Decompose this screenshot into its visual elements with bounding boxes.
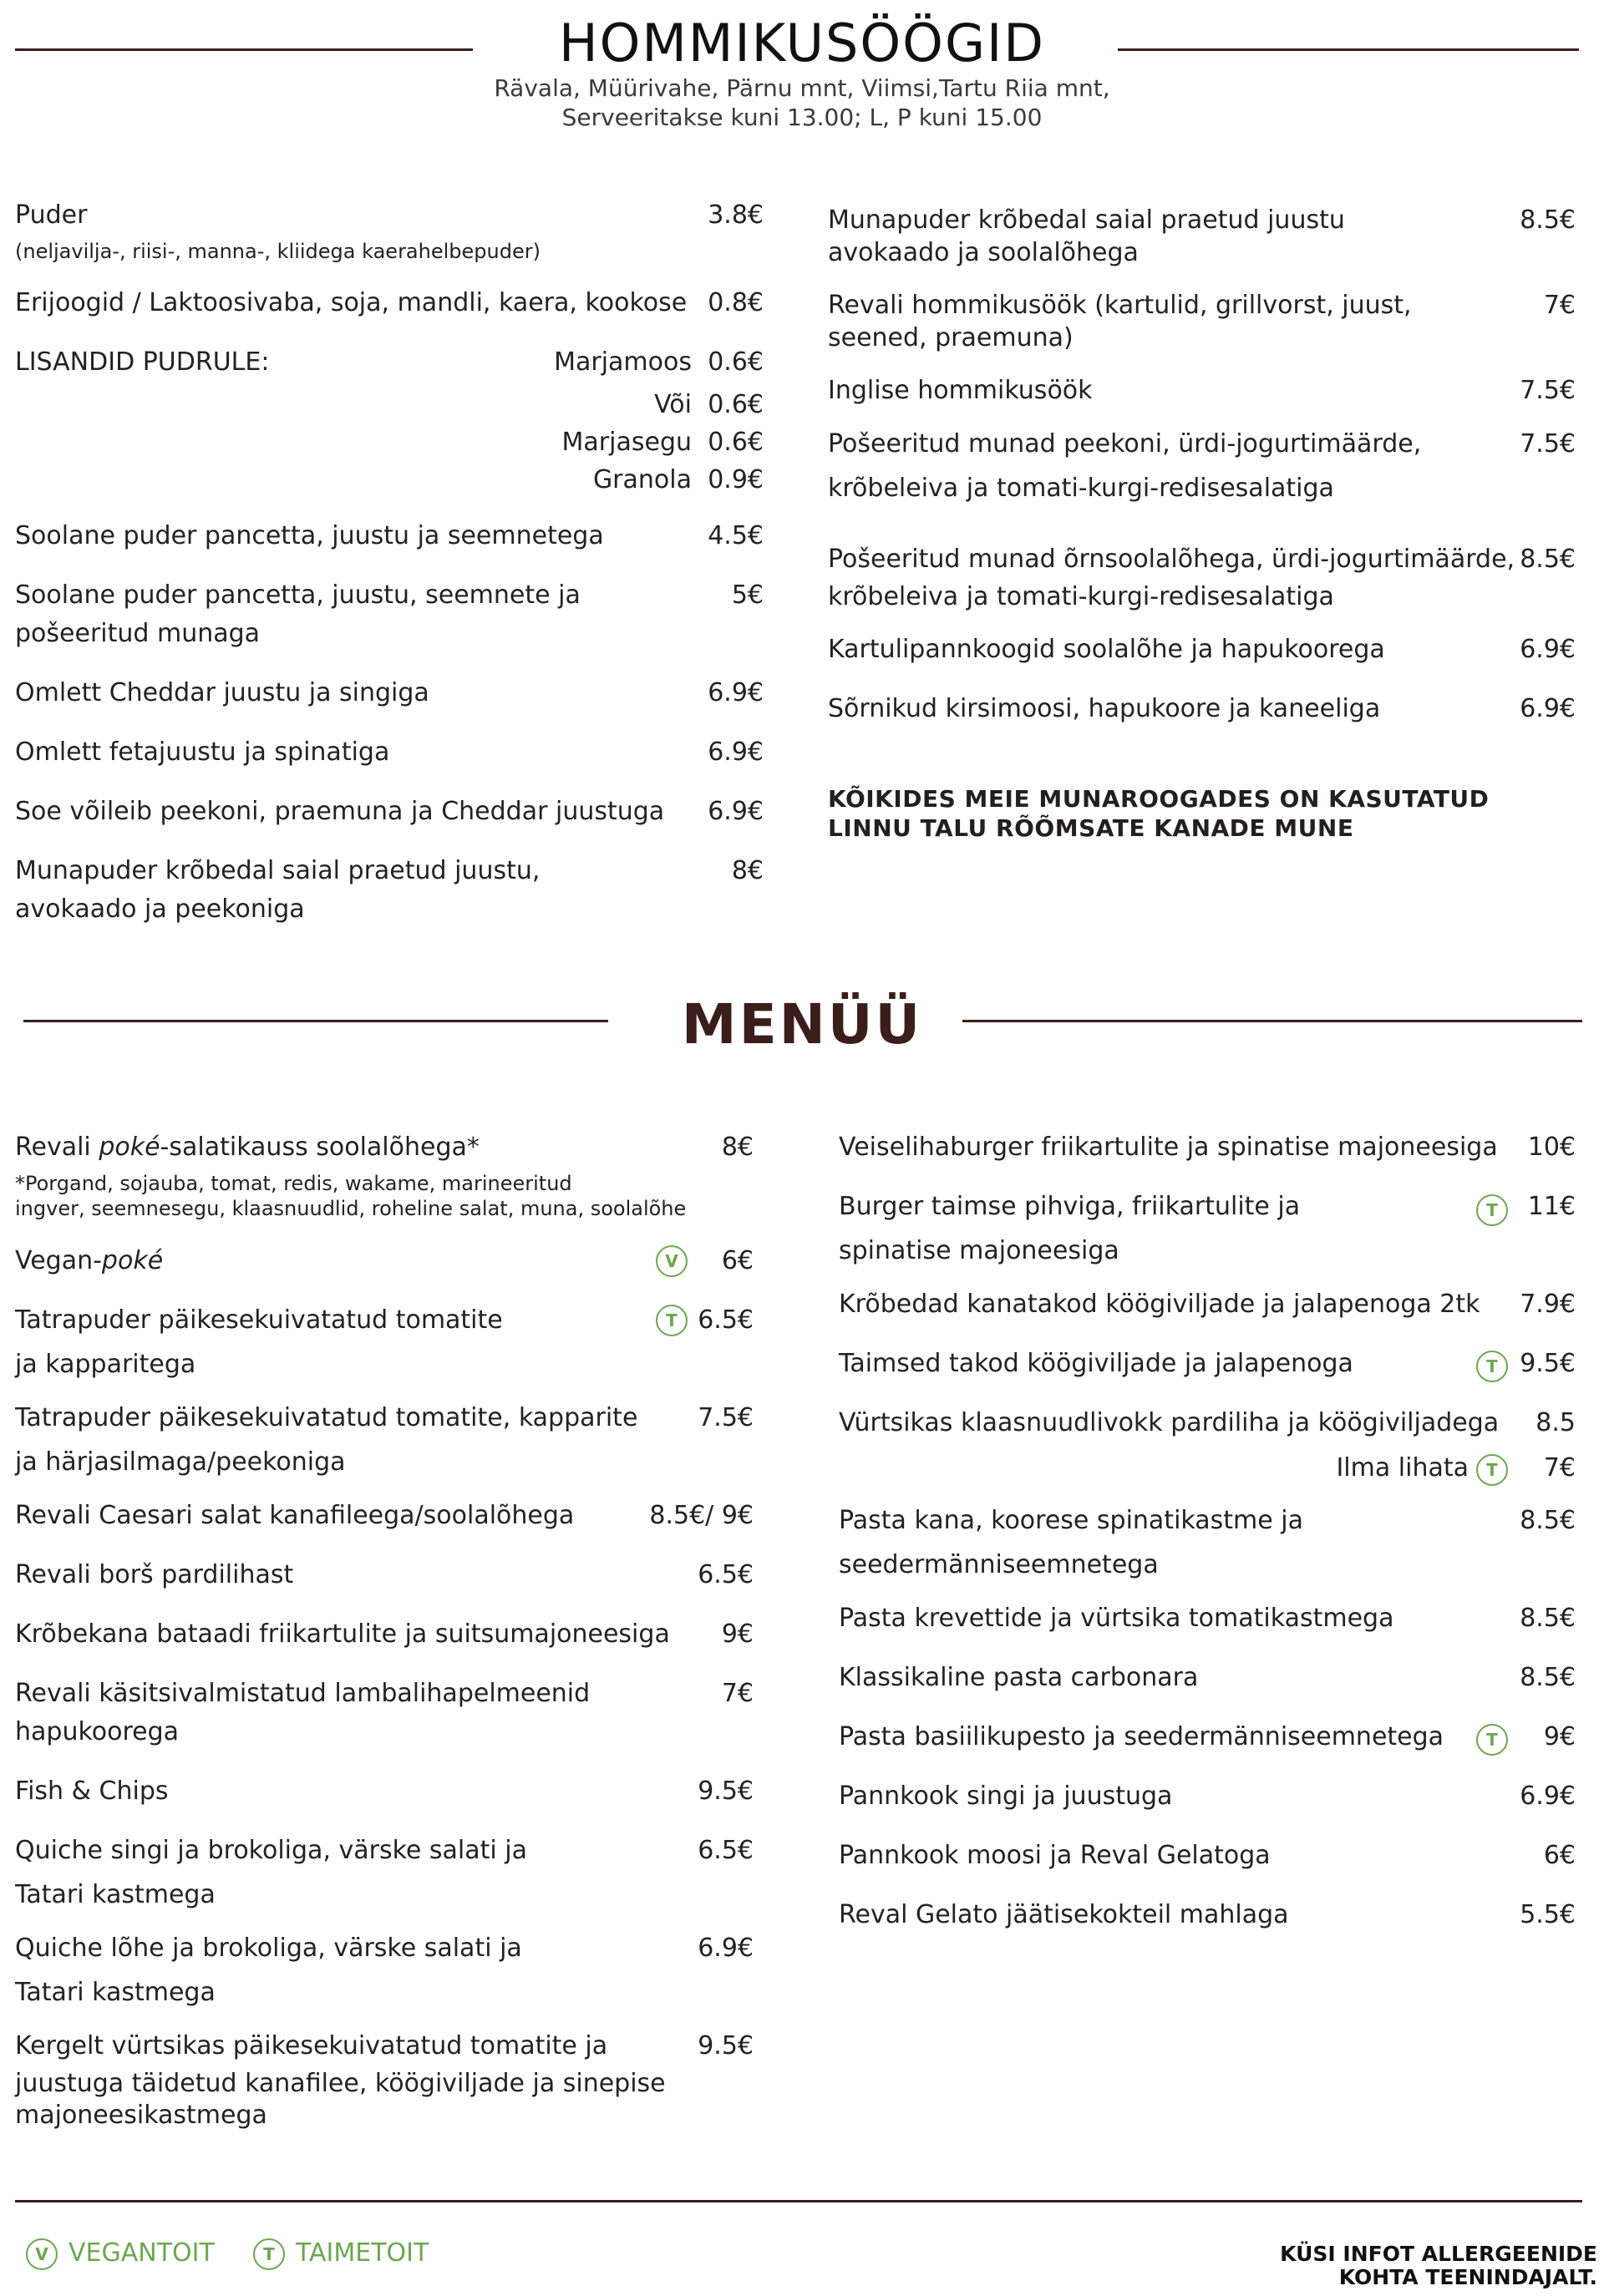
menu-right-item-name-line2: seedermänniseemnetega — [839, 1550, 1159, 1579]
menu-title: MENÜÜ — [681, 992, 923, 1057]
vegan-poke-prefix: Vegan- — [15, 1246, 102, 1275]
menu-left-item-price: 6.5€ — [698, 1305, 754, 1335]
addons-label: LISANDID PUDRULE: — [15, 347, 270, 377]
bf-right-item-name: Pošeeritud munad peekoni, ürdi-jogurtimäärde, — [828, 429, 1422, 459]
addon-price: 0.6€ — [708, 390, 764, 419]
allergy-notice-line2: KOHTA TEENINDAJALT. — [1338, 2265, 1597, 2289]
addon-name: Marjasegu — [561, 428, 692, 457]
menu-left-item-name: Revali Caesari salat kanafileega/soolalõhega — [15, 1501, 575, 1530]
menu-right-item-price: 8.5 — [1535, 1408, 1576, 1437]
plant-badge-icon: T — [1476, 1724, 1508, 1756]
menu-right-item-price: 11€ — [1527, 1192, 1576, 1221]
menu-left-item-name-line2: Tatari kastmega — [15, 1880, 216, 1909]
menu-right-item-name: Pasta krevettide ja vürtsika tomatikastmega — [839, 1604, 1394, 1633]
menu-left-item-name: Tatrapuder päikesekuivatatud tomatite, kapparite — [15, 1403, 638, 1432]
bf-right-item-price: 7.5€ — [1520, 376, 1576, 405]
addon-price: 0.6€ — [708, 347, 764, 377]
poke-name — [15, 1129, 480, 1166]
menu-left-item-price: 9.5€ — [698, 1776, 754, 1806]
menu-right-item-price: 8.5€ — [1520, 1506, 1576, 1535]
menu-right-item-price: 8.5€ — [1520, 1663, 1576, 1692]
menu-left-item-name: Krõbekana bataadi friikartulite ja suitsumajoneesiga — [15, 1619, 670, 1649]
breakfast-hours: Serveeritakse kuni 13.00; L, P kuni 15.00 — [561, 104, 1043, 131]
bf-left-item-price: 6.9€ — [708, 797, 764, 826]
menu-right-item-price: 8.5€ — [1520, 1604, 1576, 1633]
bf-right-item-name: Sõrnikud kirsimoosi, hapukoore ja kaneeliga — [828, 694, 1381, 723]
addon-name: Marjamoos — [554, 347, 692, 377]
menu-right-item-price: 6.9€ — [1520, 1782, 1576, 1811]
bf-right-item-name: Inglise hommikusöök — [828, 376, 1093, 405]
bf-left-item-name: Omlett fetajuustu ja spinatiga — [15, 737, 390, 767]
poke-italic: poké — [99, 1133, 160, 1162]
poke-price: 8€ — [721, 1133, 754, 1162]
poke-prefix: Revali — [15, 1133, 99, 1162]
bf-left-item-name: Munapuder krõbedal saial praetud juustu, — [15, 856, 541, 885]
plant-badge-icon: T — [656, 1305, 688, 1336]
addon-name: Granola — [592, 465, 692, 494]
poke-suffix: -salatikauss soolalõhega* — [160, 1133, 480, 1162]
menu-left-item-name: Quiche lõhe ja brokoliga, värske salati ja — [15, 1934, 522, 1963]
bf-left-item-name-line2: avokaado ja peekoniga — [15, 895, 305, 924]
poke-note-line2: ingver, seemnesegu, klaasnuudlid, roheline salat, muna, soolalõhe — [15, 1197, 687, 1220]
bf-right-item-price: 8.5€ — [1520, 205, 1576, 235]
menu-left-item-name-line2: juustuga täidetud kanafilee, köögiviljade ja sinepise — [15, 2069, 666, 2098]
footer-rule — [15, 2200, 1582, 2202]
menu-right-variant-name: Ilma lihata — [1336, 1453, 1469, 1483]
allergy-notice-line1: KÜSI INFOT ALLERGEENIDE — [1280, 2242, 1597, 2266]
bf-left-item-name: Soolane puder pancetta, juustu, seemnete ja — [15, 580, 581, 610]
menu-left-item-name-line2: ja härjasilmaga/peekoniga — [15, 1447, 346, 1477]
menu-left-item-price: 6.5€ — [698, 1836, 754, 1865]
vegan-badge-icon: V — [656, 1245, 688, 1277]
bf-left-item-price: 5€ — [731, 580, 764, 610]
menu-right-item-name-line2: spinatise majoneesiga — [839, 1236, 1119, 1265]
bf-right-item-price: 6.9€ — [1520, 694, 1576, 723]
menu-right-item-price: 10€ — [1527, 1133, 1576, 1162]
vegan-poke-price: 6€ — [721, 1246, 754, 1275]
bf-right-item-name-line2: krõbeleiva ja tomati-kurgi-redisesalatiga — [828, 474, 1334, 503]
bf-right-item-name: Munapuder krõbedal saial praetud juustu — [828, 205, 1345, 235]
menu-left-item-name: Revali borš pardilihast — [15, 1560, 294, 1589]
eggs-notice-line2: LINNU TALU RÕÕMSATE KANADE MUNE — [828, 814, 1354, 842]
menu-right-item-name: Burger taimse pihviga, friikartulite ja — [839, 1192, 1301, 1221]
puder-name: Puder — [15, 200, 88, 230]
menu-right-item-name: Pannkook moosi ja Reval Gelatoga — [839, 1841, 1271, 1870]
bf-right-item-price: 7.5€ — [1520, 429, 1576, 459]
bf-right-item-price: 6.9€ — [1520, 635, 1576, 664]
puder-note: (neljavilja-, riisi-, manna-, kliidega kaerahelbepuder) — [15, 240, 541, 263]
bf-right-item-name: Kartulipannkoogid soolalõhe ja hapukoorega — [828, 635, 1385, 664]
menu-right-item-name: Reval Gelato jäätisekokteil mahlaga — [839, 1900, 1289, 1929]
bf-right-item-name-line2: avokaado ja soolalõhega — [828, 238, 1139, 267]
milks-name: Erijoogid / Laktoosivaba, soja, mandli, kaera, kookose — [15, 288, 688, 317]
vegan-legend-label: VEGANTOIT — [69, 2238, 215, 2268]
menu-left-item-price: 7€ — [721, 1679, 754, 1708]
menu-left-item-name: Revali käsitsivalmistatud lambalihapelmeenid — [15, 1679, 591, 1708]
menu-right-item-name: Vürtsikas klaasnuudlivokk pardiliha ja köögiviljadega — [839, 1408, 1500, 1437]
menu-left-item-price: 9€ — [721, 1619, 754, 1649]
plant-badge-icon: T — [1476, 1454, 1508, 1486]
bf-left-item-name: Soe võileib peekoni, praemuna ja Cheddar juustuga — [15, 797, 665, 826]
menu-left-item-name: Quiche singi ja brokoliga, värske salati ja — [15, 1836, 527, 1865]
menu-left-item-name: Tatrapuder päikesekuivatatud tomatite — [15, 1305, 503, 1335]
menu-left-item-name-line2: hapukoorega — [15, 1717, 180, 1746]
milks-price: 0.8€ — [708, 288, 764, 317]
menu-right-item-price: 5.5€ — [1520, 1900, 1576, 1929]
menu-right-item-name: Krõbedad kanatakod köögiviljade ja jalapenoga 2tk — [839, 1290, 1480, 1319]
poke-note-line1: *Porgand, sojauba, tomat, redis, wakame, marineeritud — [15, 1172, 572, 1195]
breakfast-locations: Rävala, Müürivahe, Pärnu mnt, Viimsi,Tartu Riia mnt, — [494, 74, 1110, 102]
bf-right-item-name: Revali hommikusöök (kartulid, grillvorst, juust, — [828, 291, 1412, 320]
puder-price: 3.8€ — [708, 200, 764, 230]
bf-left-item-name-line2: pošeeritud munaga — [15, 619, 261, 648]
bf-left-item-name: Soolane puder pancetta, juustu ja seemnetega — [15, 521, 604, 550]
menu-right-item-name: Pasta basiilikupesto ja seedermänniseemnetega — [839, 1722, 1444, 1751]
bf-right-item-name-line2: krõbeleiva ja tomati-kurgi-redisesalatiga — [828, 582, 1334, 611]
menu-right-item-name: Pannkook singi ja juustuga — [839, 1782, 1173, 1811]
plant-badge-icon: T — [1476, 1351, 1508, 1382]
menu-right-item-name: Pasta kana, koorese spinatikastme ja — [839, 1506, 1303, 1535]
bf-right-item-name-line2: seened, praemuna) — [828, 323, 1074, 352]
menu-right-item-price: 7€ — [1543, 1453, 1576, 1483]
menu-left-item-name-line2: ja kapparitega — [15, 1350, 196, 1379]
bf-left-item-price: 4.5€ — [708, 521, 764, 550]
vegan-poke-italic: poké — [101, 1246, 164, 1275]
breakfast-title: HOMMIKUSÖÖGID — [558, 13, 1046, 73]
plant-badge-icon: T — [1476, 1194, 1508, 1226]
addon-price: 0.6€ — [708, 428, 764, 457]
menu-right-item-price: 9.5€ — [1520, 1349, 1576, 1378]
eggs-notice-line1: KÕIKIDES MEIE MUNAROOGADES ON KASUTATUD — [828, 785, 1490, 813]
menu-left-item-name-line3: majoneesikastmega — [15, 2101, 267, 2130]
menu-right-item-price: 7.9€ — [1520, 1290, 1576, 1319]
menu-left-item-name: Kergelt vürtsikas päikesekuivatatud tomatite ja — [15, 2031, 608, 2060]
vegan-legend-icon: V — [26, 2238, 58, 2270]
bf-right-item-price: 7€ — [1543, 291, 1576, 320]
vegan-poke-name — [15, 1243, 163, 1280]
menu-left-item-price: 6.5€ — [698, 1560, 754, 1589]
menu-left-item-price: 8.5€/ 9€ — [649, 1501, 754, 1530]
menu-left-item-price: 6.9€ — [698, 1934, 754, 1963]
menu-left-item-name-line2: Tatari kastmega — [15, 1978, 216, 2007]
bf-right-item-price: 8.5€ — [1520, 545, 1576, 574]
menu-left-item-name: Fish & Chips — [15, 1776, 169, 1806]
bf-left-item-name: Omlett Cheddar juustu ja singiga — [15, 678, 429, 707]
bf-right-item-name: Pošeeritud munad õrnsoolalõhega, ürdi-jogurtimäärde, — [828, 545, 1515, 574]
menu-right-item-price: 9€ — [1543, 1722, 1576, 1751]
menu-right-item-price: 6€ — [1543, 1841, 1576, 1870]
menu-right-item-name: Taimsed takod köögiviljade ja jalapenoga — [839, 1349, 1353, 1378]
menu-left-item-price: 7.5€ — [698, 1403, 754, 1432]
bf-left-item-price: 6.9€ — [708, 737, 764, 767]
addon-price: 0.9€ — [708, 465, 764, 494]
addon-name: Või — [654, 390, 692, 419]
menu-left-item-price: 9.5€ — [698, 2031, 754, 2060]
plant-legend-icon: T — [253, 2238, 285, 2270]
menu-right-item-name: Veiselihaburger friikartulite ja spinatise majoneesiga — [839, 1133, 1498, 1162]
bf-left-item-price: 6.9€ — [708, 678, 764, 707]
menu-right-item-name: Klassikaline pasta carbonara — [839, 1663, 1199, 1692]
bf-left-item-price: 8€ — [731, 856, 764, 885]
plant-legend-label: TAIMETOIT — [296, 2238, 429, 2268]
